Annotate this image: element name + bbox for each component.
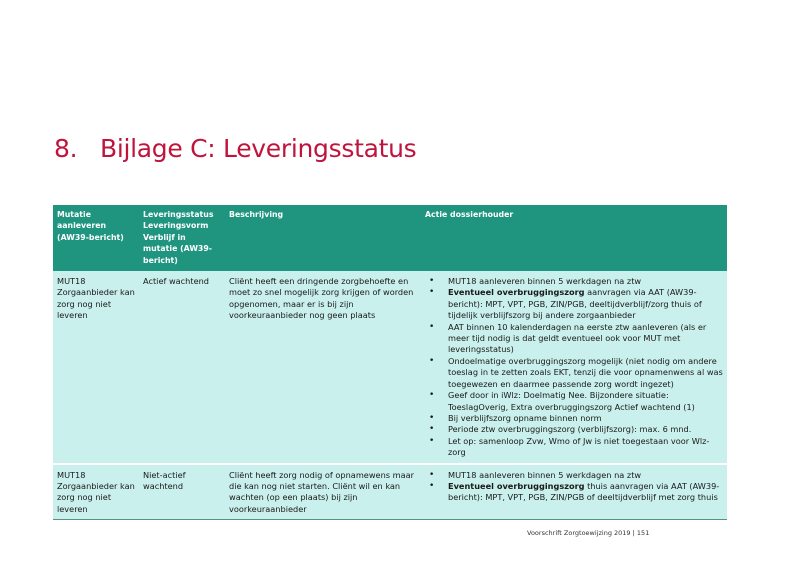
- action-item: • Ondoelmatige overbruggingszorg mogelijk (niet nodig om andere toeslag in te zetten zoals EKT, tenzij die voor opnamenwens al was toegewezen en daarmee passende zorg wordt ingezet): [425, 356, 723, 390]
- cell-status: Actief wachtend: [139, 271, 225, 464]
- action-item: • Bij verblijfszorg opname binnen norm: [425, 413, 723, 424]
- cell-status: Niet-actief wachtend: [139, 464, 225, 520]
- column-header-actie: Actie dossierhouder: [421, 205, 727, 271]
- page-footer: [527, 529, 649, 537]
- cell-mutatie: MUT18 Zorgaanbieder kan zorg nog niet leveren: [53, 464, 139, 520]
- column-header-beschrijving: Beschrijving: [225, 205, 421, 271]
- chapter-number: 8.: [54, 134, 78, 163]
- table-row: [53, 464, 727, 520]
- chapter-title: [54, 134, 416, 163]
- action-item: • MUT18 aanleveren binnen 5 werkdagen na ztw: [425, 276, 723, 287]
- column-header-leveringsstatus: Leveringsstatus Leveringsvorm Verblijf in mutatie (AW39-bericht): [139, 205, 225, 271]
- cell-mutatie: MUT18 Zorgaanbieder kan zorg nog niet leveren: [53, 271, 139, 464]
- action-list: [425, 470, 723, 504]
- page-number: 151: [636, 529, 650, 537]
- cell-beschrijving: Cliënt heeft een dringende zorgbehoefte en moet zo snel mogelijk zorg krijgen of worden opgenomen, maar er is bij zijn voorkeuraanbieder nog geen plaats: [225, 271, 421, 464]
- column-header-mutatie: Mutatie aanleveren (AW39-bericht): [53, 205, 139, 271]
- table-header-row: [53, 205, 727, 271]
- chapter-title-text: Bijlage C: Leveringsstatus: [100, 134, 417, 163]
- action-item: • Eventueel overbruggingszorg thuis aanvragen via AAT (AW39-bericht): MPT, VPT, PGB, ZIN/PGB of deeltijdverblijf met zorg thuis: [425, 481, 723, 504]
- footer-separator: |: [632, 529, 635, 537]
- action-list: [425, 276, 723, 459]
- action-item: • Geef door in iWlz: Doelmatig Nee. Bijzondere situatie: ToeslagOverig, Extra overbruggingszorg Actief wachtend (1): [425, 390, 723, 413]
- action-item: • Periode ztw overbruggingszorg (verblijfszorg): max. 6 mnd.: [425, 424, 723, 435]
- cell-acties: [421, 464, 727, 520]
- footer-document-title: Voorschrift Zorgtoewijzing 2019: [527, 529, 631, 537]
- table-row: [53, 271, 727, 464]
- cell-beschrijving: Cliënt heeft zorg nodig of opnamewens maar die kan nog niet starten. Cliënt wil en kan wachten (op een plaats) bij zijn voorkeuraanbieder: [225, 464, 421, 520]
- action-item: • Let op: samenloop Zvw, Wmo of Jw is niet toegestaan voor Wlz-zorg: [425, 436, 723, 459]
- action-item: • MUT18 aanleveren binnen 5 werkdagen na ztw: [425, 470, 723, 481]
- leveringsstatus-table: [53, 205, 727, 520]
- action-item: • Eventueel overbruggingszorg aanvragen via AAT (AW39-bericht): MPT, VPT, PGB, ZIN/PGB, deeltijdverblijf/zorg thuis of tijdelijk verblijfszorg bij andere zorgaanbieder: [425, 287, 723, 321]
- cell-acties: [421, 271, 727, 464]
- action-item: • AAT binnen 10 kalenderdagen na eerste ztw aanleveren (als er meer tijd nodig is dat geldt eventueel ook voor MUT met leveringsstatus): [425, 322, 723, 356]
